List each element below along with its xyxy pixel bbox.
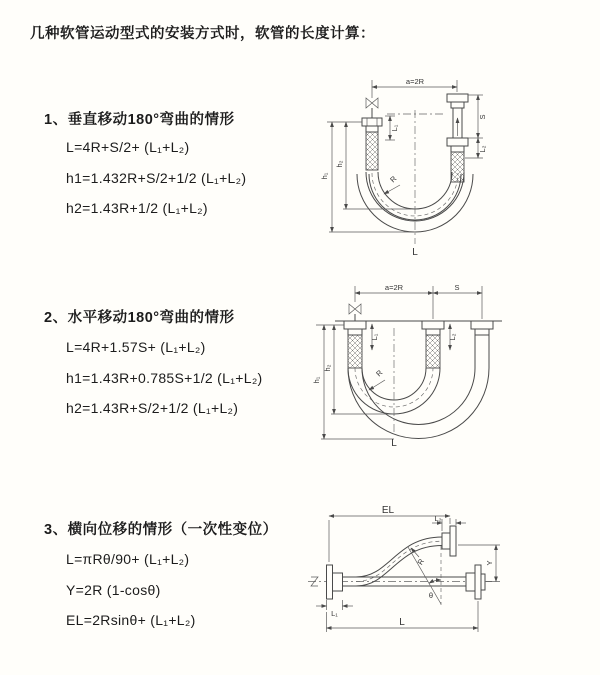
dim-l1 — [385, 116, 399, 140]
dim-label-r: R — [388, 174, 399, 185]
dim-label-l2: L₂ — [434, 514, 442, 523]
section1-formulas — [66, 132, 246, 224]
section2-formulas — [66, 332, 263, 424]
page-title: 几种软管运动型式的安装方式时，软管的长度计算： — [30, 26, 375, 42]
formula: EL=2Rsinθ+ (L₁+L₂) — [66, 612, 196, 628]
hose-arcs — [348, 335, 489, 438]
radius-callout — [384, 174, 400, 194]
radius-callout — [411, 548, 426, 566]
formula: L=4R+S/2+ (L₁+L₂) — [66, 139, 190, 155]
dim-label-a2r: a=2R — [384, 283, 404, 292]
dim-label-l1: L₁ — [370, 333, 379, 341]
dim-l2 — [448, 324, 457, 350]
dim-l2 — [432, 514, 466, 531]
braided-hose-section — [426, 335, 440, 368]
left-flange — [362, 118, 382, 170]
dim-label-l: L — [412, 247, 418, 258]
dim-a2r-s — [355, 283, 482, 319]
braided-hose-section — [348, 335, 362, 368]
braided-hose-section — [366, 132, 378, 170]
dim-label-theta: θ — [428, 591, 434, 600]
dim-label-el: EL — [381, 505, 395, 516]
left-flange — [344, 321, 366, 368]
diagram-lateral-displacement — [298, 502, 598, 648]
formula: L=4R+1.57S+ (L₁+L₂) — [66, 339, 206, 355]
dim-label-l: L — [399, 617, 405, 628]
valve-icon — [349, 304, 361, 321]
dim-label-l2: L₂ — [448, 333, 457, 341]
section1-heading: 1、垂直移动180°弯曲的情形 — [44, 112, 235, 128]
dim-l1 — [370, 324, 379, 350]
displaced-hose — [343, 537, 443, 586]
dim-s-l2 — [465, 95, 487, 158]
dim-l1 — [316, 600, 353, 618]
dim-label-r: R — [415, 557, 427, 567]
dim-label-y: Y — [485, 560, 494, 566]
section3-formulas — [66, 544, 196, 636]
dim-label-l1: L₁ — [331, 609, 338, 618]
dim-el — [329, 505, 450, 562]
radius-callout — [369, 368, 385, 390]
dim-label-l2: L₂ — [478, 145, 487, 153]
dim-label-s: S — [454, 283, 460, 292]
diagram-horizontal-bend — [310, 278, 600, 450]
middle-flange — [422, 321, 444, 368]
dim-label-l: L — [391, 438, 397, 449]
dim-label-h2: h₂ — [335, 160, 344, 168]
formula: h1=1.432R+S/2+1/2 (L₁+L₂) — [66, 169, 247, 186]
dim-label-h2: h₂ — [323, 364, 332, 372]
formula: L=πRθ/90+ (L₁+L₂) — [66, 551, 190, 567]
section2-heading: 2、水平移动180°弯曲的情形 — [44, 310, 235, 326]
formula: h2=1.43R+1/2 (L₁+L₂) — [66, 200, 208, 216]
left-flange — [327, 565, 343, 599]
angle-theta — [408, 546, 441, 605]
lower-right-flange — [466, 565, 485, 599]
right-flange — [471, 321, 493, 335]
upper-right-flange — [442, 526, 456, 556]
dim-label-s: S — [478, 114, 487, 120]
formula: h2=1.43R+S/2+1/2 (L₁+L₂) — [66, 400, 239, 416]
diagram-vertical-bend — [315, 72, 600, 262]
dim-label-h1: h₁ — [320, 172, 329, 180]
dim-label-r: R — [374, 368, 385, 379]
formula: Y=2R (1-cosθ) — [66, 581, 161, 598]
dim-label-h1: h₁ — [312, 376, 321, 384]
dim-a2r — [372, 77, 457, 98]
right-leg — [447, 94, 468, 182]
braided-hose-section — [451, 152, 464, 182]
valve-icon — [366, 98, 378, 118]
section3-heading: 3、横向位移的情形（一次性变位） — [44, 522, 278, 538]
dim-label-l1: L₁ — [390, 124, 399, 132]
dim-label-a2r: a=2R — [405, 77, 425, 86]
formula: h1=1.43R+0.785S+1/2 (L₁+L₂) — [66, 369, 263, 386]
